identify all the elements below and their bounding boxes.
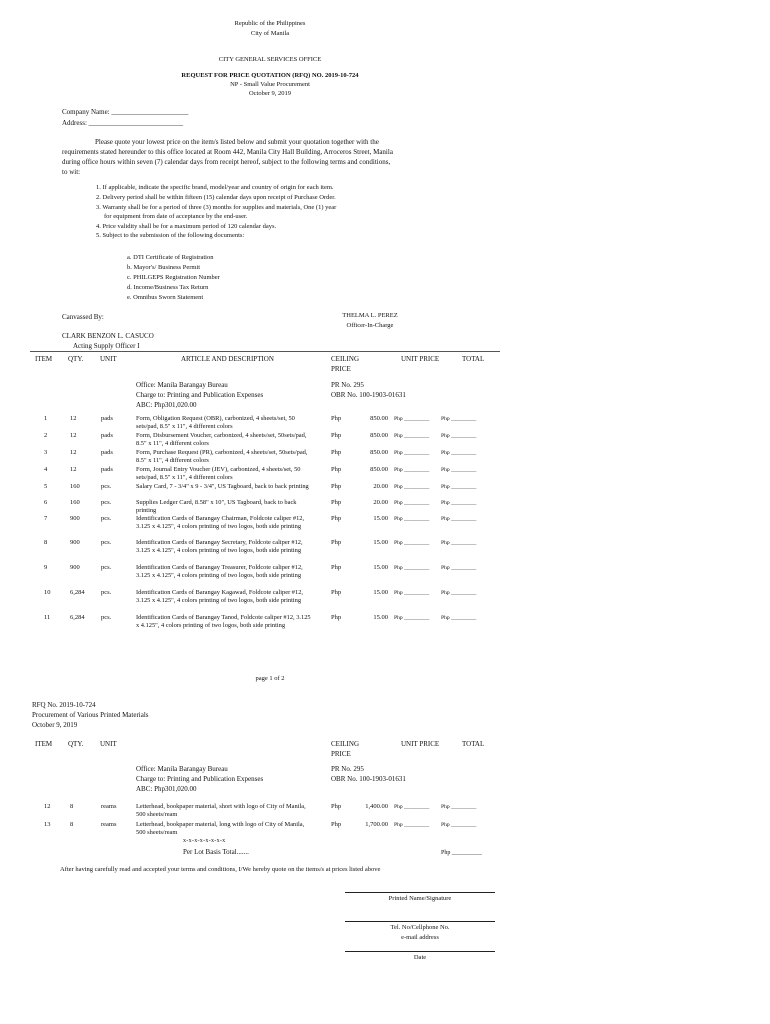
item-number: 11	[44, 614, 51, 621]
p2-pr-number: PR No. 295	[331, 765, 364, 773]
ceiling-currency: Php	[331, 466, 342, 473]
republic-heading: Republic of the Philippines	[234, 20, 306, 27]
per-lot-total-label: Per Lot Basis Total.......	[183, 848, 249, 856]
item-description: Letterhead, bookpaper material, long with logo of City of Manila, 500 sheets/ream	[136, 821, 305, 837]
rfq-date: October 9, 2019	[248, 90, 292, 97]
item-description: Salary Card, 7 - 3/4" x 9 - 3/4", US Tagboard, back to back printing	[136, 483, 309, 490]
item-number: 4	[44, 466, 48, 473]
term-2: 2. Delivery period shall be within fifteen (15) calendar days upon receipt of Purchase Order.	[96, 194, 336, 201]
unit-of-measure: pads	[101, 432, 113, 439]
total-blank[interactable]: Php _________	[441, 484, 477, 490]
officer-in-charge-title: Officer-In-Charge	[346, 322, 394, 329]
item-description: Identification Cards of Barangay Kagawad, Foldcote caliper #12, 3.125 x 4.125", 4 colors printing of two logos, both side printing	[136, 589, 303, 605]
total-blank[interactable]: Php _________	[441, 416, 477, 422]
date-line[interactable]	[345, 951, 495, 952]
item-number: 12	[44, 803, 51, 810]
doc-b: b. Mayor's/ Business Permit	[127, 264, 201, 271]
col-ceiling-header: CEILING	[331, 355, 359, 363]
unit-price-blank[interactable]: Php _________	[394, 484, 430, 490]
supply-officer-name: CLARK BENZON L. CASUCO	[62, 332, 154, 340]
total-blank[interactable]: Php _________	[441, 500, 477, 506]
p2-col-qty-header: QTY.	[68, 740, 84, 748]
unit-of-measure: pcs.	[101, 515, 112, 522]
address-field[interactable]: Address: ___________________________	[62, 119, 184, 127]
unit-of-measure: pcs.	[101, 499, 112, 506]
term-4: 4. Price validity shall be for a maximum period of 120 calendar days.	[96, 223, 277, 230]
item-description: Identification Cards of Barangay Tanod, Foldcote caliper #12, 3.125 x 4.125", 4 colors printing of two logos, both side printing	[136, 614, 311, 630]
closing-statement: After having carefully read and accepted your terms and conditions, I/We hereby quote on the items/s at prices listed above	[60, 866, 381, 873]
table-row	[0, 614, 770, 654]
quantity: 12	[70, 415, 77, 422]
ceiling-price: 20.00	[373, 499, 388, 506]
item-description: Identification Cards of Barangay Treasurer, Foldcote caliper #12, 3.125 x 4.125", 4 colors printing of two logos, both side printing	[136, 564, 303, 580]
ceiling-price: 1,400.00	[365, 803, 388, 810]
ceiling-currency: Php	[331, 821, 342, 828]
unit-price-blank[interactable]: Php _________	[394, 615, 430, 621]
unit-of-measure: pads	[101, 466, 113, 473]
total-blank[interactable]: Php _________	[441, 804, 477, 810]
quantity: 8	[70, 821, 74, 828]
unit-of-measure: reams	[101, 821, 117, 828]
term-3: 3. Warranty shall be for a period of three (3) months for supplies and materials, One (1) year	[96, 204, 337, 211]
col-unit-header: UNIT	[100, 355, 117, 363]
unit-of-measure: pads	[101, 415, 113, 422]
ceiling-currency: Php	[331, 589, 342, 596]
tel-label: Tel. No/Cellphone No.	[390, 924, 450, 931]
quantity: 8	[70, 803, 74, 810]
officer-in-charge-name: THELMA L. PEREZ	[342, 312, 398, 319]
quantity: 12	[70, 449, 77, 456]
rfq-title: REQUEST FOR PRICE QUOTATION (RFQ) NO. 2019-10-724	[181, 72, 359, 79]
total-blank[interactable]: Php _________	[441, 565, 477, 571]
item-description: Identification Cards of Barangay Secretary, Foldcote caliper #12, 3.125 x 4.125", 4 colors printing of two logos, both side printing	[136, 539, 303, 555]
item-number: 7	[44, 515, 48, 522]
quantity: 160	[70, 483, 80, 490]
canvassed-by-label: Canvassed By:	[62, 313, 104, 321]
intro-line-4: to wit:	[62, 168, 81, 176]
p2-col-unit-price-header: UNIT PRICE	[401, 740, 440, 748]
abc-line: ABC: Php301,020.00	[136, 401, 197, 409]
item-description: Form, Disbursement Voucher, carbonized, 4 sheets/set, 50sets/pad, 8.5" x 11", 4 different colors	[136, 432, 307, 448]
item-number: 5	[44, 483, 48, 490]
charge-line: Charge to: Printing and Publication Expenses	[136, 391, 264, 399]
ceiling-price: 850.00	[370, 449, 388, 456]
unit-price-blank[interactable]: Php _________	[394, 467, 430, 473]
ceiling-currency: Php	[331, 449, 342, 456]
ceiling-price: 15.00	[373, 539, 388, 546]
ceiling-price: 15.00	[373, 614, 388, 621]
unit-price-blank[interactable]: Php _________	[394, 565, 430, 571]
p2-col-total-header: TOTAL	[462, 740, 485, 748]
term-3-cont: for equipment from date of acceptance by the end-user.	[104, 213, 248, 220]
item-description: Supplies Ledger Card, 8.58" x 10", US Tagboard, back to back printing	[136, 499, 297, 515]
doc-e: e. Omnibus Sworn Statement	[127, 294, 204, 301]
unit-of-measure: pcs.	[101, 564, 112, 571]
item-number: 1	[44, 415, 48, 422]
intro-line-3: during office hours within seven (7) calendar days from receipt hereof, subject to the following terms and conditions,	[62, 158, 391, 166]
quantity: 12	[70, 432, 77, 439]
ceiling-price: 15.00	[373, 589, 388, 596]
item-description: Form, Obligation Request (OBR), carbonized, 4 sheets/set, 50 sets/pad, 8.5" x 11", 4 different colors	[136, 415, 295, 431]
p2-obr-number: OBR No. 100-1903-01631	[331, 775, 406, 783]
quantity: 12	[70, 466, 77, 473]
p2-office-line: Office: Manila Barangay Bureau	[136, 765, 228, 773]
unit-price-blank[interactable]: Php _________	[394, 416, 430, 422]
ceiling-currency: Php	[331, 515, 342, 522]
unit-of-measure: pcs.	[101, 589, 112, 596]
item-number: 13	[44, 821, 51, 828]
item-description: Identification Cards of Barangay Chairman, Foldcote caliper #12, 3.125 x 4.125", 4 colors printing of two logos, both side printing	[136, 515, 305, 531]
office-heading: CITY GENERAL SERVICES OFFICE	[218, 56, 322, 63]
total-blank[interactable]: Php _________	[441, 540, 477, 546]
printed-name-label: Printed Name/Signature	[388, 895, 452, 902]
col-item-header: ITEM	[35, 355, 53, 363]
quantity: 160	[70, 499, 80, 506]
date-label: Date	[413, 954, 427, 961]
item-description: Letterhead, bookpaper material, short with logo of City of Manila, 500 sheets/ream	[136, 803, 306, 819]
city-heading: City of Manila	[250, 30, 290, 37]
phone-line[interactable]	[345, 921, 495, 922]
col-price-header: PRICE	[331, 365, 351, 373]
p2-abc-line: ABC: Php301,020.00	[136, 785, 197, 793]
quantity: 6,284	[70, 614, 85, 621]
unit-price-blank[interactable]: Php _________	[394, 822, 430, 828]
intro-line-1: Please quote your lowest price on the item/s listed below and submit your quotation together with the	[95, 138, 379, 146]
total-blank[interactable]: Php _________	[441, 590, 477, 596]
quantity: 6,284	[70, 589, 85, 596]
ceiling-price: 15.00	[373, 564, 388, 571]
company-name-field[interactable]: Company Name: ______________________	[62, 108, 189, 116]
unit-price-blank[interactable]: Php _________	[394, 433, 430, 439]
end-of-items-marker: x-x-x-x-x-x-x-x	[183, 838, 226, 844]
page-indicator: page 1 of 2	[255, 675, 285, 682]
unit-of-measure: pcs.	[101, 483, 112, 490]
total-blank[interactable]: Php _________	[441, 433, 477, 439]
per-lot-total-blank[interactable]: Php __________	[441, 850, 482, 856]
unit-price-blank[interactable]: Php _________	[394, 450, 430, 456]
ceiling-price: 20.00	[373, 483, 388, 490]
doc-d: d. Income/Business Tax Return	[127, 284, 209, 291]
ceiling-currency: Php	[331, 614, 342, 621]
ceiling-currency: Php	[331, 499, 342, 506]
p2-rfq-number: RFQ No. 2019-10-724	[32, 701, 96, 709]
unit-price-blank[interactable]: Php _________	[394, 500, 430, 506]
p2-charge-line: Charge to: Printing and Publication Expenses	[136, 775, 264, 783]
office-line: Office: Manila Barangay Bureau	[136, 381, 228, 389]
ceiling-currency: Php	[331, 432, 342, 439]
ceiling-currency: Php	[331, 539, 342, 546]
unit-of-measure: pcs.	[101, 539, 112, 546]
ceiling-price: 850.00	[370, 432, 388, 439]
table-row	[0, 821, 770, 861]
ceiling-currency: Php	[331, 415, 342, 422]
item-number: 6	[44, 499, 48, 506]
item-number: 10	[44, 589, 51, 596]
ceiling-currency: Php	[331, 483, 342, 490]
signature-line[interactable]	[345, 892, 495, 893]
quantity: 900	[70, 515, 80, 522]
unit-price-blank[interactable]: Php _________	[394, 516, 430, 522]
ceiling-price: 850.00	[370, 466, 388, 473]
item-description: Form, Purchase Request (PR), carbonized, 4 sheets/set, 50sets/pad, 8.5" x 11", 4 different colors	[136, 449, 308, 465]
supply-officer-title: Acting Supply Officer I	[73, 342, 140, 350]
p2-col-price-header: PRICE	[331, 750, 351, 758]
doc-a: a. DTI Certificate of Registration	[127, 254, 214, 261]
p2-date: October 9, 2019	[32, 721, 78, 729]
term-5: 5. Subject to the submission of the following documents:	[96, 232, 245, 239]
item-description: Form, Journal Entry Voucher (JEV), carbonized, 4 sheets/set, 50 sets/pad, 8.5" x 11", 4 different colors	[136, 466, 301, 482]
item-number: 2	[44, 432, 48, 439]
quantity: 900	[70, 539, 80, 546]
col-article-header: ARTICLE AND DESCRIPTION	[181, 355, 274, 363]
unit-price-blank[interactable]: Php _________	[394, 804, 430, 810]
col-qty-header: QTY.	[68, 355, 84, 363]
item-number: 8	[44, 539, 48, 546]
email-label: e-mail address	[401, 934, 439, 941]
ceiling-price: 850.00	[370, 415, 388, 422]
table-top-rule	[30, 351, 500, 352]
item-number: 3	[44, 449, 48, 456]
total-blank[interactable]: Php _________	[441, 450, 477, 456]
pr-number: PR No. 295	[331, 381, 364, 389]
unit-of-measure: pcs.	[101, 614, 112, 621]
total-blank[interactable]: Php _________	[441, 516, 477, 522]
intro-line-2: requirements stated hereunder to this office located at Room 442, Manila City Hall Building, Arroceros Street, Manila	[62, 148, 393, 156]
total-blank[interactable]: Php _________	[441, 822, 477, 828]
p2-procurement-title: Procurement of Various Printed Materials	[32, 711, 149, 719]
col-unit-price-header: UNIT PRICE	[401, 355, 440, 363]
term-1: 1. If applicable, indicate the specific brand, model/year and country of origin for each item.	[96, 184, 334, 191]
procurement-mode: NP - Small Value Procurement	[230, 81, 310, 88]
ceiling-price: 15.00	[373, 515, 388, 522]
unit-of-measure: pads	[101, 449, 113, 456]
doc-c: c. PHILGEPS Registration Number	[127, 274, 220, 281]
unit-price-blank[interactable]: Php _________	[394, 540, 430, 546]
p2-col-item-header: ITEM	[35, 740, 53, 748]
ceiling-currency: Php	[331, 564, 342, 571]
total-blank[interactable]: Php _________	[441, 467, 477, 473]
p2-col-unit-header: UNIT	[100, 740, 117, 748]
obr-number: OBR No. 100-1903-01631	[331, 391, 406, 399]
unit-of-measure: reams	[101, 803, 117, 810]
quantity: 900	[70, 564, 80, 571]
ceiling-currency: Php	[331, 803, 342, 810]
ceiling-price: 1,700.00	[365, 821, 388, 828]
item-number: 9	[44, 564, 48, 571]
total-blank[interactable]: Php _________	[441, 615, 477, 621]
col-total-header: TOTAL	[462, 355, 485, 363]
p2-col-ceiling-header: CEILING	[331, 740, 359, 748]
unit-price-blank[interactable]: Php _________	[394, 590, 430, 596]
